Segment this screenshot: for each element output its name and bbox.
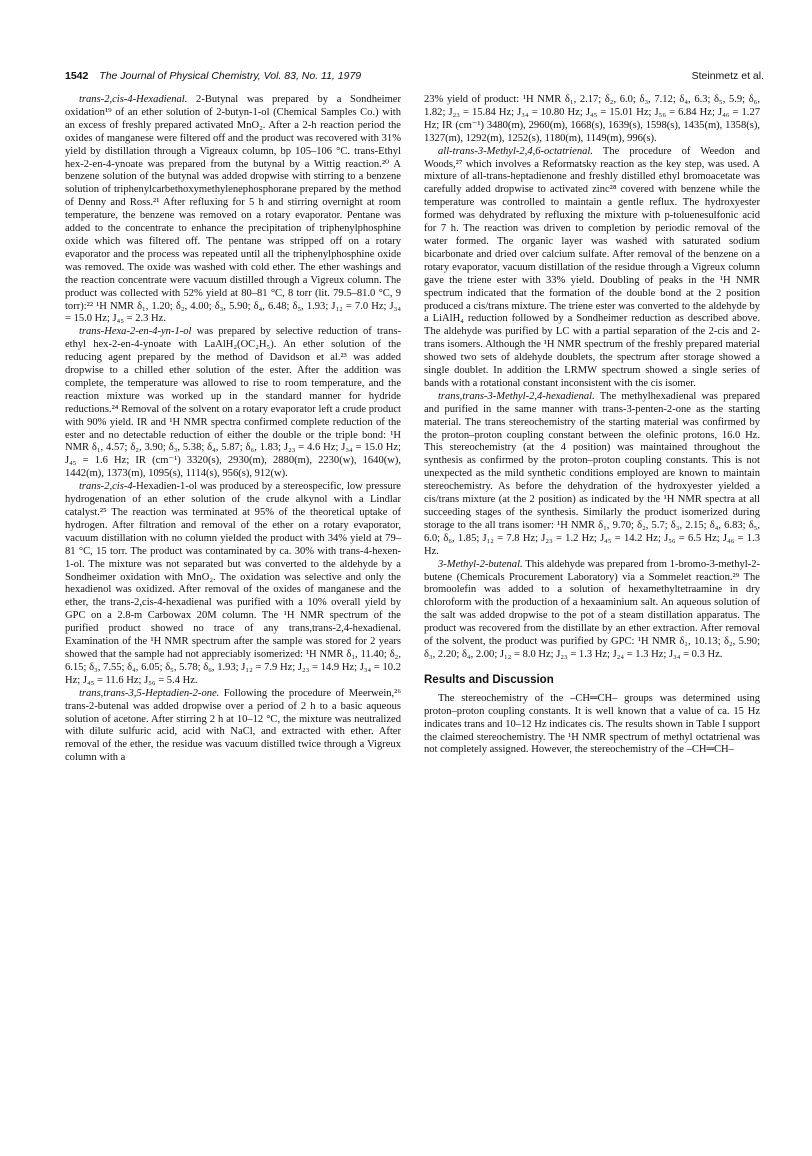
paragraph-heptadienone-synthesis xyxy=(65,688,401,765)
page-number: 1542 xyxy=(65,70,89,82)
paragraph-methylhexadienal-synthesis xyxy=(424,391,760,559)
paragraph-title: all-trans-3-Methyl-2,4,6-octatrienal. xyxy=(438,145,593,157)
paragraph-title: trans-2,cis-4-Hexadienal. xyxy=(79,94,188,105)
right-column xyxy=(424,94,760,757)
paragraph-octatrienal-synthesis xyxy=(424,146,760,391)
paragraph-title: trans,trans-3,5-Heptadien-2-one. xyxy=(79,687,220,699)
paragraph-body: was prepared by selective reduction of trans-ethyl hex-2-en-4-ynoate with LaAlH₂(OC₂H₅). An ether solution of the reducing agent prepared by the method of Davidson et al.²³ was added dropwise to a chilled ether solution of the ester. After the addition was complete, the temperature was allowed to rise to room temperature, and the reaction mixture was worked up in the standard manner for hydride reductions.²⁴ Removal of the solvent on a rotary evaporator left a crude product with 90% yield. IR and ¹H NMR spectra confirmed complete reduction of the ester and no detectable reduction of either the double or the triple bond: ¹H NMR δ₁, 4.57; δ₂, 3.90; δ₃, 5.38; δ₄, 5.87; δ₆, 1.83; J₂₃ = 4.6 Hz; J₃₄ = 15.0 Hz; J₄₅ = 1.6 Hz; IR (cm⁻¹) 3320(s), 2930(m), 2880(m), 2230(w), 1640(w), 1442(m), 1373(m), 1095(s), 1114(s), 956(s), 912(w). xyxy=(65,326,401,480)
paragraph-body: The methylhexadienal was prepared and purified in the same manner with trans-3-penten-2-one as the starting material. The trans stereochemistry of the starting material was confirmed by the proton–proton coupling constant between the olefinic protons, 16.0 Hz. This stereochemistry (at the 4 position) was maintained throughout the synthesis as confirmed by the proton–proton coupling constants. This is not unexpected as the mild synthetic conditions employed are known to maintain stereochemistry. As before the dehydration of the hydroxyester yielded a cis/trans mixture (at the 2 position) as indicated by the ¹H NMR spectra at all succeeding stages of the synthesis. Similarly the product isomerized during storage to the all trans isomer: ¹H NMR δ₁, 9.70; δ₂, 5.7; δ₃, 2.15; δ₄, 6.83; δ₅, 6.0; δ₆, 1.85; J₁₂ = 7.8 Hz; J₂₃ = 1.2 Hz; J₄₅ = 14.2 Hz; J₅₆ = 6.5 Hz; J₄₆ = 1.3 Hz. xyxy=(424,390,760,557)
section-heading-results: Results and Discussion xyxy=(424,673,554,686)
journal-citation: The Journal of Physical Chemistry, Vol. 83, No. 11, 1979 xyxy=(99,70,362,82)
paragraph-hexadienal-synthesis xyxy=(65,94,401,326)
running-head xyxy=(65,70,764,86)
paragraph-body: Hexadien-1-ol was produced by a stereospecific, low pressure hydrogenation of an ether solution of the crude alkynol with a Lindlar catalyst.²⁵ The reaction was terminated at 95% of the theoretical uptake of hydrogen. After filtration and removal of the ether on a rotary evaporator, vacuum distillation with no column yielded the product with 34% yield at 79–81 °C, 15 torr. The product was contaminated by ca. 30% with trans-4-hexen-1-ol. The mixture was not separated but was converted to the aldehyde by a Sondheimer oxidation with MnO₂. The oxidation was selective and only the hexadienol was oxidized. After removal of the oxides of manganese and the ether, the trans-2,cis-4-hexadienal was purified with a 10% overall yield by GPC on a 2.8-m Carbowax 20M column. The ¹H NMR spectrum of the purified product showed no trace of any trans,trans-2,4-hexadienal. Examination of the ¹H NMR spectrum after the sample was stored for 2 years showed that the sample had not appreciably isomerized: ¹H NMR δ₁, 11.40; δ₂, 6.15; δ₃, 7.55; δ₄, 6.05; δ₅, 5.78; δ₆, 1.93; J₁₂ = 7.9 Hz; J₂₃ = 14.9 Hz; J₃₄ = 10.2 Hz; J₄₅ = 11.6 Hz; J₅₆ = 5.4 Hz. xyxy=(65,481,401,686)
paragraph-methylbutenal-synthesis xyxy=(424,559,760,662)
paragraph-body: Following the procedure of Meerwein,²⁶ trans-2-butenal was added dropwise over a period of 2 h to a basic aqueous solution of acetone. After stirring 2 h at 10–12 °C, the mixture was neutralized with dilute sulfuric acid, acid with NaCl, and extracted with ether. After removal of the ether, the residue was vacuum distilled twice through a Vigreux column with a xyxy=(65,687,401,764)
left-column xyxy=(65,94,401,765)
paragraph-title: trans-Hexa-2-en-4-yn-1-ol xyxy=(79,326,192,338)
paragraph-title: trans-2,cis-4- xyxy=(79,481,137,493)
paragraph-results: The stereochemistry of the –CH═CH– groups was determined using proton–proton coupling constants. It is well known that a value of ca. 15 Hz indicates trans and 10–12 Hz indicates cis. The results shown in Table I support the claimed stereochemistry. The ¹H NMR spectrum of methyl octatrienal was not completely assigned. However, the stereochemistry of the –CH═CH– xyxy=(424,692,760,756)
paragraph-body: 23% yield of product: ¹H NMR δ₁, 2.17; δ₂, 6.0; δ₃, 7.12; δ₄, 6.3; δ₅, 5.9; δ₆, 1.82; J₂₃ = 15.84 Hz; J₃₄ = 10.80 Hz; J₄₅ = 15.01 Hz; J₅₆ = 6.84 Hz; J₄₆ = 1.27 Hz; IR (cm⁻¹) 3480(m), 2960(m), 1668(s), 1639(s), 1598(s), 1435(m), 1358(s), 1327(m), 1292(m), 1252(s), 1180(m), 1149(m), 996(s). xyxy=(424,94,760,144)
paragraph-heptadienone-continued xyxy=(424,94,760,146)
paragraph-hexadienol-synthesis xyxy=(65,481,401,688)
paragraph-title: trans,trans-3-Methyl-2,4-hexadienal. xyxy=(438,390,595,402)
running-authors: Steinmetz et al. xyxy=(691,70,764,82)
paragraph-body: This aldehyde was prepared from 1-bromo-3-methyl-2-butene (Chemicals Procurement Laboratory) via a Sommelet reaction.²⁹ The bromoolefin was added to a solution of hexamethyltetraamine in dry chloroform with the production of a hexaaminium salt. An aqueous solution of the salt was added dropwise to the pot of a steam distillation apparatus. The product was recovered from the distillate by an ether extraction. After removal of the solvent, the product was purified by GPC: ¹H NMR δ₁, 10.13; δ₂, 5.90; δ₃, 2.20; δ₄, 2.00; J₁₂ = 8.0 Hz; J₂₃ = 1.3 Hz; J₂₄ = 1.3 Hz; J₃₄ = 0.3 Hz. xyxy=(424,558,760,660)
paragraph-body: 2-Butynal was prepared by a Sondheimer oxidation¹⁹ of an ether solution of 2-butyn-1-ol (Chemical Samples Co.) with an excess of freshly prepared activated MnO₂. After a 2-h reaction period the oxides of manganese were filtered off and the product was recovered with 31% yield by distillation through a Vigreaux column, bp 105–106 °C. trans-Ethyl hex-2-en-4-ynoate was prepared from the butynal by a Wittig reaction.²⁰ A benzene solution of the butynal was added dropwise with stirring to a benzene solution of triphenylcarbethoxymethylenephosphorane prepared by the method of Denny and Ross.²¹ After refluxing for 5 h and stirring overnight at room temperature, the benzene was removed on a rotary evaporator. Pentane was added to the concentrate to enhance the precipitation of triphenylphosphine oxide which was filtered off. The pentane was stripped off on a rotary evaporator and the process was repeated until all the triphenylphosphine oxide was removed. The oxide was washed with cold ether. The ether washings and the reaction concentrate were vacuum distilled through a Vigreux column. The product was collected with 52% yield at 80–81 °C, 8 torr (lit. 79.5–81.0 °C, 9 torr):²² ¹H NMR δ₁, 1.20; δ₂, 4.00; δ₃, 5.90; δ₄, 6.48; δ₅, 1.93; J₁₂ = 7.0 Hz; J₃₄ = 15.0 Hz; J₄₅ = 2.3 Hz. xyxy=(65,94,402,325)
paragraph-body: The procedure of Weedon and Woods,²⁷ which involves a Reformatsky reaction as the key step, was used. A mixture of all-trans-heptadienone and freshly distilled ethyl bromoacetate was carefully added dropwise to activated zinc²⁸ covered with benzene while the temperature was controlled to maintain a gentle reflux. The hydroxyester formed was dehydrated by refluxing the mixture with p-toluenesulfonic acid for 7 h. The reaction was driven to completion by periodic removal of the water formed. The organic layer was washed with saturated sodium bicarbonate and dried over calcium sulfate. After removal of the benzene on a rotary evaporator, vacuum distillation of the residue through a Vigreux column gave the triene ester with 33% yield. Doubling of peaks in the ¹H NMR spectrum indicated that the formation of the double bond at the 2 position produced a cis/trans mixture. The triene ester was converted to the aldehyde by a LiAlH₄ reduction followed by a Sondheimer reduction as described above. The aldehyde was purified by LC with a partial separation of the 2-cis and 2-trans isomers. Although the ¹H NMR spectrum of the freshly prepared material showed two sets of aldehyde doublets, the spectrum after storage showed a single doublet. In addition the LRMW spectrum showed a single series of bands with a rotational constant inconsistent with the cis isomer. xyxy=(424,145,760,389)
paragraph-title: 3-Methyl-2-butenal. xyxy=(438,558,523,570)
paragraph-hexaenynol-synthesis xyxy=(65,326,401,481)
